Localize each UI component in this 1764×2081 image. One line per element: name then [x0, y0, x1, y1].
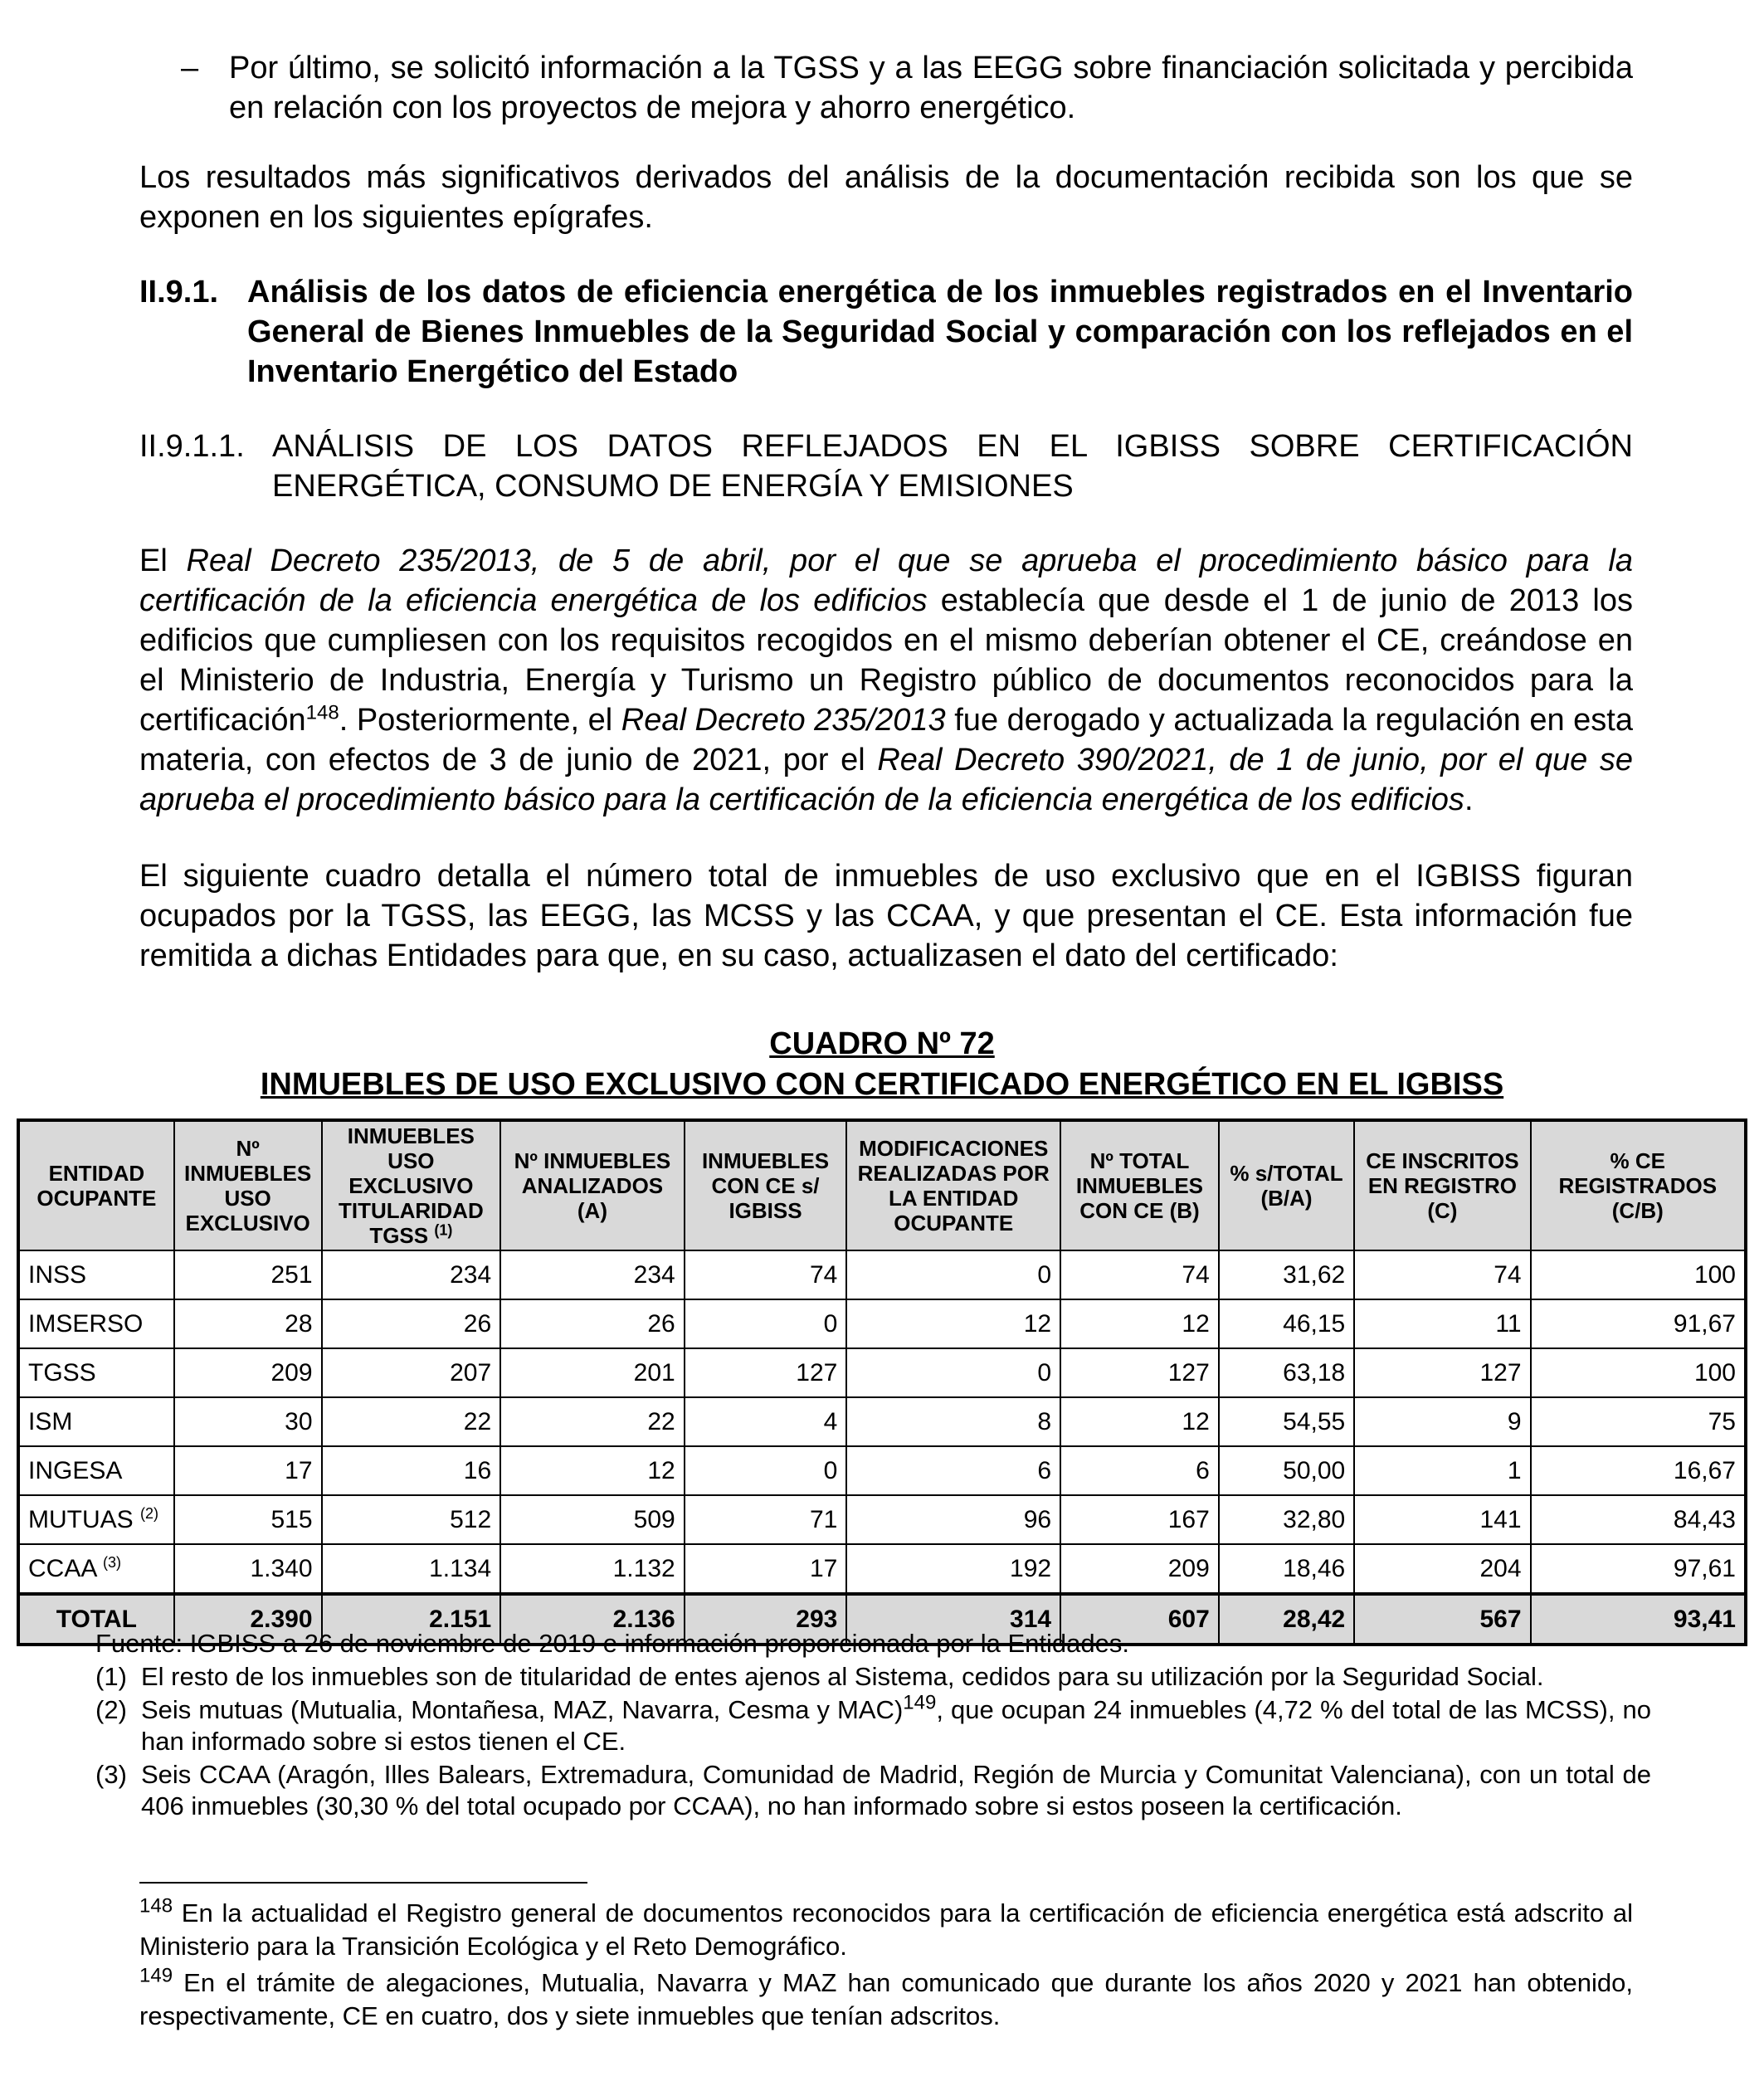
value-cell: 1: [1354, 1446, 1530, 1495]
total-cell: 2.136: [500, 1594, 685, 1645]
value-cell: 8: [846, 1397, 1060, 1446]
table-number: CUADRO Nº 72: [769, 1026, 995, 1061]
value-cell: 16,67: [1531, 1446, 1746, 1495]
section-number: II.9.1.: [139, 275, 219, 309]
value-cell: 74: [1354, 1250, 1530, 1299]
value-cell: 1.132: [500, 1544, 685, 1594]
note-marker: (3): [103, 1553, 122, 1571]
value-cell: 234: [322, 1250, 501, 1299]
value-cell: 515: [174, 1495, 322, 1544]
note-mark: (3): [95, 1760, 127, 1789]
value-cell: 0: [846, 1348, 1060, 1397]
value-cell: 209: [1060, 1544, 1219, 1594]
italic-run: Real Decreto 235/2013, de 5 de abril, por el que se aprueba el procedimiento básico para la certificación de la eficiencia energética de los edificios: [139, 543, 1633, 618]
value-cell: 74: [685, 1250, 847, 1299]
italic-run: Real Decreto 390/2021, de 1 de junio, por el que se aprueba el procedimiento básico para la certificación de la eficiencia energética de los edificios: [139, 743, 1634, 817]
value-cell: 46,15: [1219, 1299, 1354, 1348]
table-row: [18, 1250, 1746, 1299]
value-cell: 18,46: [1219, 1544, 1354, 1594]
entity-name: TGSS: [28, 1358, 96, 1387]
text-run: establecía que desde el 1 de junio de 2013 los edificios que cumpliesen con los requisitos recogidos en el mismo deberían obtener el CE, creándose en el Ministerio de Industria, Energía y Turismo un Registro público de documentos reconocidos para la certificación: [139, 583, 1633, 738]
value-cell: 16: [322, 1446, 501, 1495]
value-cell: 12: [1060, 1397, 1219, 1446]
footnote-ref-148: 148: [305, 701, 339, 724]
value-cell: 0: [846, 1250, 1060, 1299]
value-cell: 192: [846, 1544, 1060, 1594]
value-cell: 11: [1354, 1299, 1530, 1348]
entity-name: INGESA: [28, 1456, 123, 1484]
entity-name: INSS: [28, 1260, 87, 1289]
note-text: Seis CCAA (Aragón, Illes Balears, Extremadura, Comunidad de Madrid, Región de Murcia y Comunitat Valenciana), con un total de 406 inmuebles (30,30 % del total ocupado por CCAA), no han informado sobre si estos poseen la certificación.: [141, 1760, 1651, 1820]
entity-cell: [18, 1544, 174, 1594]
entity-cell: [18, 1397, 174, 1446]
value-cell: 30: [174, 1397, 322, 1446]
entity-name: IMSERSO: [28, 1309, 144, 1338]
value-cell: 141: [1354, 1495, 1530, 1544]
value-cell: 97,61: [1531, 1544, 1746, 1594]
header-cell: % CE REGISTRADOS (C/B): [1531, 1120, 1746, 1250]
value-cell: 234: [500, 1250, 685, 1299]
header-cell: % s/TOTAL (B/A): [1219, 1120, 1354, 1250]
bullet-text: Por último, se solicitó información a la TGSS y a las EEGG sobre financiación solicitada y percibida en relación con los proyectos de mejora y ahorro energético.: [229, 51, 1633, 125]
value-cell: 32,80: [1219, 1495, 1354, 1544]
entity-cell: [18, 1348, 174, 1397]
value-cell: 167: [1060, 1495, 1219, 1544]
value-cell: 12: [846, 1299, 1060, 1348]
table-note-1: [95, 1661, 1651, 1693]
table-row: [18, 1348, 1746, 1397]
italic-run: Real Decreto 235/2013: [621, 703, 946, 738]
value-cell: 201: [500, 1348, 685, 1397]
note-text: , que ocupan 24 inmuebles (4,72 % del total de las MCSS), no han informado sobre si estos tienen el CE.: [141, 1695, 1652, 1756]
header-cell: INMUEBLES CON CE s/ IGBISS: [685, 1120, 847, 1250]
value-cell: 204: [1354, 1544, 1530, 1594]
total-label: TOTAL: [18, 1594, 174, 1645]
value-cell: 84,43: [1531, 1495, 1746, 1544]
value-cell: 31,62: [1219, 1250, 1354, 1299]
entity-cell: [18, 1250, 174, 1299]
value-cell: 100: [1531, 1250, 1746, 1299]
value-cell: 251: [174, 1250, 322, 1299]
paragraph-intro: Los resultados más significativos derivados del análisis de la documentación recibida son los que se exponen en los siguientes epígrafes.: [139, 160, 1633, 235]
value-cell: 17: [174, 1446, 322, 1495]
value-cell: 0: [685, 1446, 847, 1495]
text-run: fue derogado y actualizada la regulación en esta materia, con efectos de 3 de junio de 2021, por el: [139, 703, 1633, 777]
text-run: .: [1464, 782, 1474, 817]
footnote-ref-149: 149: [903, 1691, 937, 1714]
value-cell: 74: [1060, 1250, 1219, 1299]
value-cell: 50,00: [1219, 1446, 1354, 1495]
value-cell: 91,67: [1531, 1299, 1746, 1348]
entity-name: ISM: [28, 1407, 73, 1435]
footnote-149: [139, 1966, 1633, 2033]
note-marker: (1): [434, 1221, 453, 1239]
table-source: Fuente: IGBISS a 26 de noviembre de 2019 e información proporcionada por la Entidades.: [95, 1629, 1129, 1658]
header-cell: Nº TOTAL INMUEBLES CON CE (B): [1060, 1120, 1219, 1250]
table-row: [18, 1446, 1746, 1495]
total-cell: 314: [846, 1594, 1060, 1645]
value-cell: 63,18: [1219, 1348, 1354, 1397]
note-marker: (2): [140, 1504, 159, 1522]
value-cell: 54,55: [1219, 1397, 1354, 1446]
total-cell: 2.151: [322, 1594, 501, 1645]
value-cell: 22: [500, 1397, 685, 1446]
value-cell: 26: [500, 1299, 685, 1348]
value-cell: 127: [685, 1348, 847, 1397]
value-cell: 17: [685, 1544, 847, 1594]
entity-name: CCAA: [28, 1554, 96, 1582]
value-cell: 4: [685, 1397, 847, 1446]
data-table: [17, 1118, 1747, 1646]
note-mark: (1): [95, 1662, 127, 1691]
footnote-text: En el trámite de alegaciones, Mutualia, Navarra y MAZ han comunicado que durante los años 2020 y 2021 han obtenido, respectivamente, CE en cuatro, dos y siete inmuebles que tenían adscritos.: [139, 1968, 1633, 2030]
header-cell: INMUEBLES USO EXCLUSIVO TITULARIDAD TGSS $^{(1)}$: [322, 1120, 501, 1250]
value-cell: 0: [685, 1299, 847, 1348]
value-cell: 100: [1531, 1348, 1746, 1397]
note-mark: (2): [95, 1695, 127, 1724]
table-notes: [95, 1628, 1651, 1824]
note-text: El resto de los inmuebles son de titularidad de entes ajenos al Sistema, cedidos para su utilización por la Seguridad Social.: [141, 1662, 1544, 1691]
footnote-number: 148: [139, 1894, 173, 1918]
footnote-separator: [139, 1882, 587, 1884]
table-row: [18, 1495, 1746, 1544]
table-title: INMUEBLES DE USO EXCLUSIVO CON CERTIFICADO ENERGÉTICO EN EL IGBISS: [260, 1067, 1504, 1102]
bullet-item: [139, 48, 1633, 128]
value-cell: 12: [500, 1446, 685, 1495]
value-cell: 9: [1354, 1397, 1530, 1446]
value-cell: 127: [1354, 1348, 1530, 1397]
value-cell: 6: [846, 1446, 1060, 1495]
entity-cell: [18, 1495, 174, 1544]
value-cell: 6: [1060, 1446, 1219, 1495]
paragraph-real-decreto: [139, 541, 1633, 820]
table-row: [18, 1299, 1746, 1348]
entity-cell: [18, 1446, 174, 1495]
total-cell: 607: [1060, 1594, 1219, 1645]
table-row: [18, 1397, 1746, 1446]
value-cell: 22: [322, 1397, 501, 1446]
total-cell: 28,42: [1219, 1594, 1354, 1645]
value-cell: 71: [685, 1495, 847, 1544]
value-cell: 209: [174, 1348, 322, 1397]
text-run: El: [139, 543, 187, 578]
section-title: Análisis de los datos de eficiencia energética de los inmuebles registrados en el Inventario General de Bienes Inmuebles de la Seguridad Social y comparación con los reflejados en el Inventario Energético del Estado: [247, 275, 1633, 389]
value-cell: 12: [1060, 1299, 1219, 1348]
subsection-title: ANÁLISIS DE LOS DATOS REFLEJADOS EN EL IGBISS SOBRE CERTIFICACIÓN ENERGÉTICA, CONSUMO DE ENERGÍA Y EMISIONES: [272, 429, 1633, 504]
note-text: Seis mutuas (Mutualia, Montañesa, MAZ, Navarra, Cesma y MAC): [141, 1695, 904, 1724]
text-run: . Posteriormente, el: [339, 703, 621, 738]
value-cell: 96: [846, 1495, 1060, 1544]
value-cell: 75: [1531, 1397, 1746, 1446]
header-cell: Nº INMUEBLES ANALIZADOS (A): [500, 1120, 685, 1250]
footnote-148: [139, 1894, 1633, 1963]
header-cell: Nº INMUEBLES USO EXCLUSIVO: [174, 1120, 322, 1250]
table-note-2: [95, 1691, 1652, 1757]
value-cell: 509: [500, 1495, 685, 1544]
entity-name: MUTUAS: [28, 1505, 134, 1533]
header-cell: CE INSCRITOS EN REGISTRO (C): [1354, 1120, 1530, 1250]
section-heading: [139, 272, 1633, 392]
paragraph-table-intro: El siguiente cuadro detalla el número total de inmuebles de uso exclusivo que en el IGBISS figuran ocupados por la TGSS, las EEGG, las MCSS y las CCAA, y que presentan el CE. Esta información fue remitida a dichas Entidades para que, en su caso, actualizasen el dato del certificado:: [139, 859, 1633, 973]
table-row: [18, 1544, 1746, 1594]
footnote-number: 149: [139, 1964, 173, 1987]
value-cell: 207: [322, 1348, 501, 1397]
footnote-text: En la actualidad el Registro general de documentos reconocidos para la certificación de eficiencia energética está adscrito al Ministerio para la Transición Ecológica y el Reto Demográfico.: [139, 1898, 1633, 1961]
value-cell: 1.134: [322, 1544, 501, 1594]
subsection-heading: [139, 426, 1633, 506]
entity-cell: [18, 1299, 174, 1348]
header-cell: ENTIDAD OCUPANTE: [18, 1120, 174, 1250]
total-cell: 2.390: [174, 1594, 322, 1645]
bullet-dash: –: [181, 51, 199, 85]
value-cell: 512: [322, 1495, 501, 1544]
table-note-3: [95, 1759, 1651, 1822]
total-cell: 93,41: [1531, 1594, 1746, 1645]
value-cell: 26: [322, 1299, 501, 1348]
value-cell: 1.340: [174, 1544, 322, 1594]
value-cell: 28: [174, 1299, 322, 1348]
value-cell: 127: [1060, 1348, 1219, 1397]
header-cell: MODIFICACIONES REALIZADAS POR LA ENTIDAD OCUPANTE: [846, 1120, 1060, 1250]
total-cell: 567: [1354, 1594, 1530, 1645]
subsection-number: II.9.1.1.: [139, 429, 245, 464]
header-row: [18, 1120, 1746, 1250]
total-cell: 293: [685, 1594, 847, 1645]
